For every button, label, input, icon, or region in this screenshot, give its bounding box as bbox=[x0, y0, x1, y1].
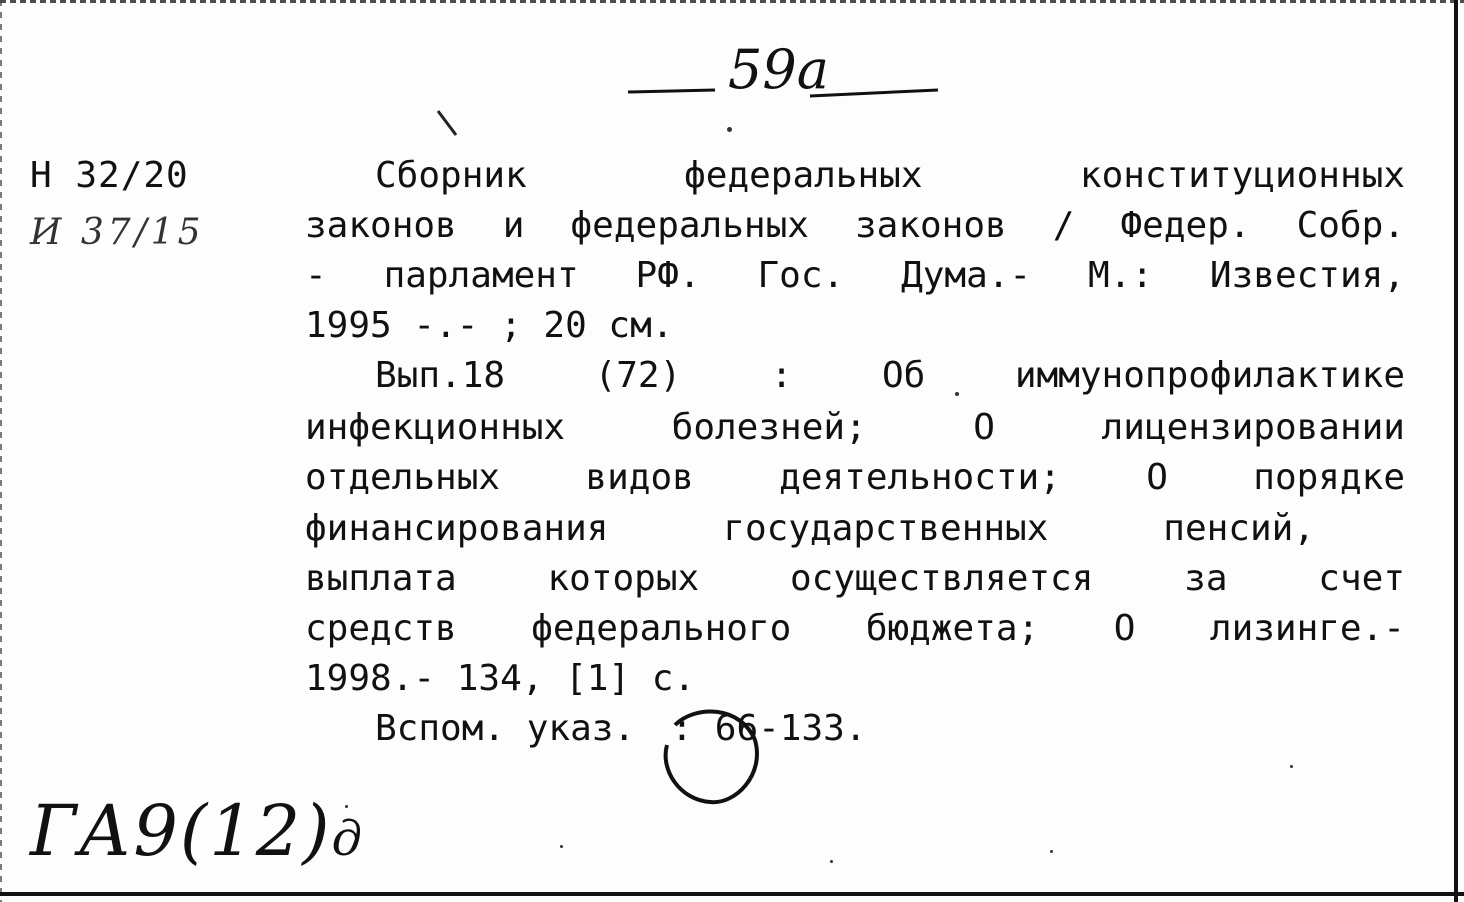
word: парламент bbox=[383, 255, 579, 296]
word: конституционных bbox=[1079, 155, 1405, 196]
word: которых bbox=[547, 558, 700, 599]
word: - bbox=[305, 255, 327, 296]
handwritten-page-number bbox=[620, 30, 950, 120]
text-line-8 bbox=[305, 508, 1315, 549]
scan-edge-top bbox=[0, 0, 1464, 3]
scan-edge-right bbox=[1454, 0, 1458, 902]
text-line-10 bbox=[305, 608, 1405, 649]
text-line-4 bbox=[305, 305, 1405, 346]
word: РФ. bbox=[635, 255, 701, 296]
speck bbox=[345, 805, 348, 808]
text-line-5 bbox=[375, 355, 1405, 396]
scan-edge-bottom bbox=[0, 892, 1464, 896]
word: видов bbox=[585, 457, 694, 498]
shelfmark-handwritten: И 37/15 bbox=[30, 212, 205, 253]
word: Гос. bbox=[757, 255, 845, 296]
shelfmark-typed: Н 32/20 bbox=[30, 155, 189, 196]
word: Вспом. указ. bbox=[375, 708, 636, 749]
word: средств bbox=[305, 608, 457, 649]
word: бюджета; bbox=[865, 608, 1040, 649]
word: государственных bbox=[723, 508, 1049, 549]
word: пенсий, bbox=[1163, 508, 1315, 549]
speck bbox=[1050, 850, 1053, 853]
word: Вып.18 bbox=[375, 355, 506, 396]
word: отдельных bbox=[305, 457, 501, 498]
text-line-7 bbox=[305, 457, 1405, 498]
word: М.: bbox=[1088, 255, 1154, 296]
word: и bbox=[502, 205, 525, 246]
text-line-6 bbox=[305, 407, 1405, 448]
bottom-code-suffix: д bbox=[331, 811, 365, 867]
word: : bbox=[671, 708, 693, 749]
word: Об bbox=[881, 355, 926, 396]
word: Известия, bbox=[1209, 255, 1405, 296]
text-line-2 bbox=[305, 205, 1405, 246]
word: законов bbox=[854, 205, 1007, 246]
word: Собр. bbox=[1296, 205, 1405, 246]
word: / bbox=[1052, 205, 1075, 246]
word: Сборник bbox=[375, 155, 527, 196]
word: иммунопрофилактике bbox=[1014, 355, 1405, 396]
word: счет bbox=[1318, 558, 1405, 599]
text-line-11 bbox=[305, 658, 1405, 699]
library-stamp-circle bbox=[655, 700, 765, 815]
text: 1998.- 134, [1] с. bbox=[305, 658, 696, 699]
pen-mark bbox=[430, 105, 470, 145]
word: (72) bbox=[594, 355, 682, 396]
word: деятельности; bbox=[779, 457, 1061, 498]
bottom-code-text: ГА9(12) bbox=[30, 790, 332, 872]
word: О bbox=[973, 407, 995, 448]
speck bbox=[1290, 765, 1293, 768]
word: федеральных bbox=[684, 155, 923, 196]
word: выплата bbox=[305, 558, 457, 599]
speck bbox=[727, 127, 732, 132]
word: О bbox=[1113, 608, 1136, 649]
word: федерального bbox=[531, 608, 792, 649]
word: осуществляется bbox=[789, 558, 1094, 599]
word: порядке bbox=[1253, 457, 1405, 498]
word: Дума.- bbox=[901, 255, 1032, 296]
word: лизинге.- bbox=[1209, 608, 1405, 649]
speck bbox=[830, 860, 833, 863]
page-number-text: 59а bbox=[728, 38, 829, 101]
word: законов bbox=[305, 205, 457, 246]
word: инфекционных bbox=[305, 407, 566, 448]
speck bbox=[560, 845, 563, 848]
bottom-handwritten-code bbox=[30, 790, 364, 872]
text-line-12 bbox=[375, 708, 1405, 749]
word: О bbox=[1146, 457, 1168, 498]
word: 66-133. bbox=[714, 708, 867, 749]
text-line-9 bbox=[305, 558, 1405, 599]
text-line-3 bbox=[305, 255, 1405, 296]
scan-edge-left bbox=[0, 0, 2, 902]
word: финансирования bbox=[305, 508, 609, 549]
text: 1995 -.- ; 20 см. bbox=[305, 305, 674, 346]
word: за bbox=[1184, 558, 1228, 599]
word: болезней; bbox=[671, 407, 867, 448]
word: : bbox=[770, 355, 793, 396]
word: лицензировании bbox=[1101, 407, 1405, 448]
text-line-1 bbox=[375, 155, 1405, 196]
speck bbox=[955, 392, 959, 396]
word: Федер. bbox=[1120, 205, 1251, 246]
word: федеральных bbox=[570, 205, 809, 246]
